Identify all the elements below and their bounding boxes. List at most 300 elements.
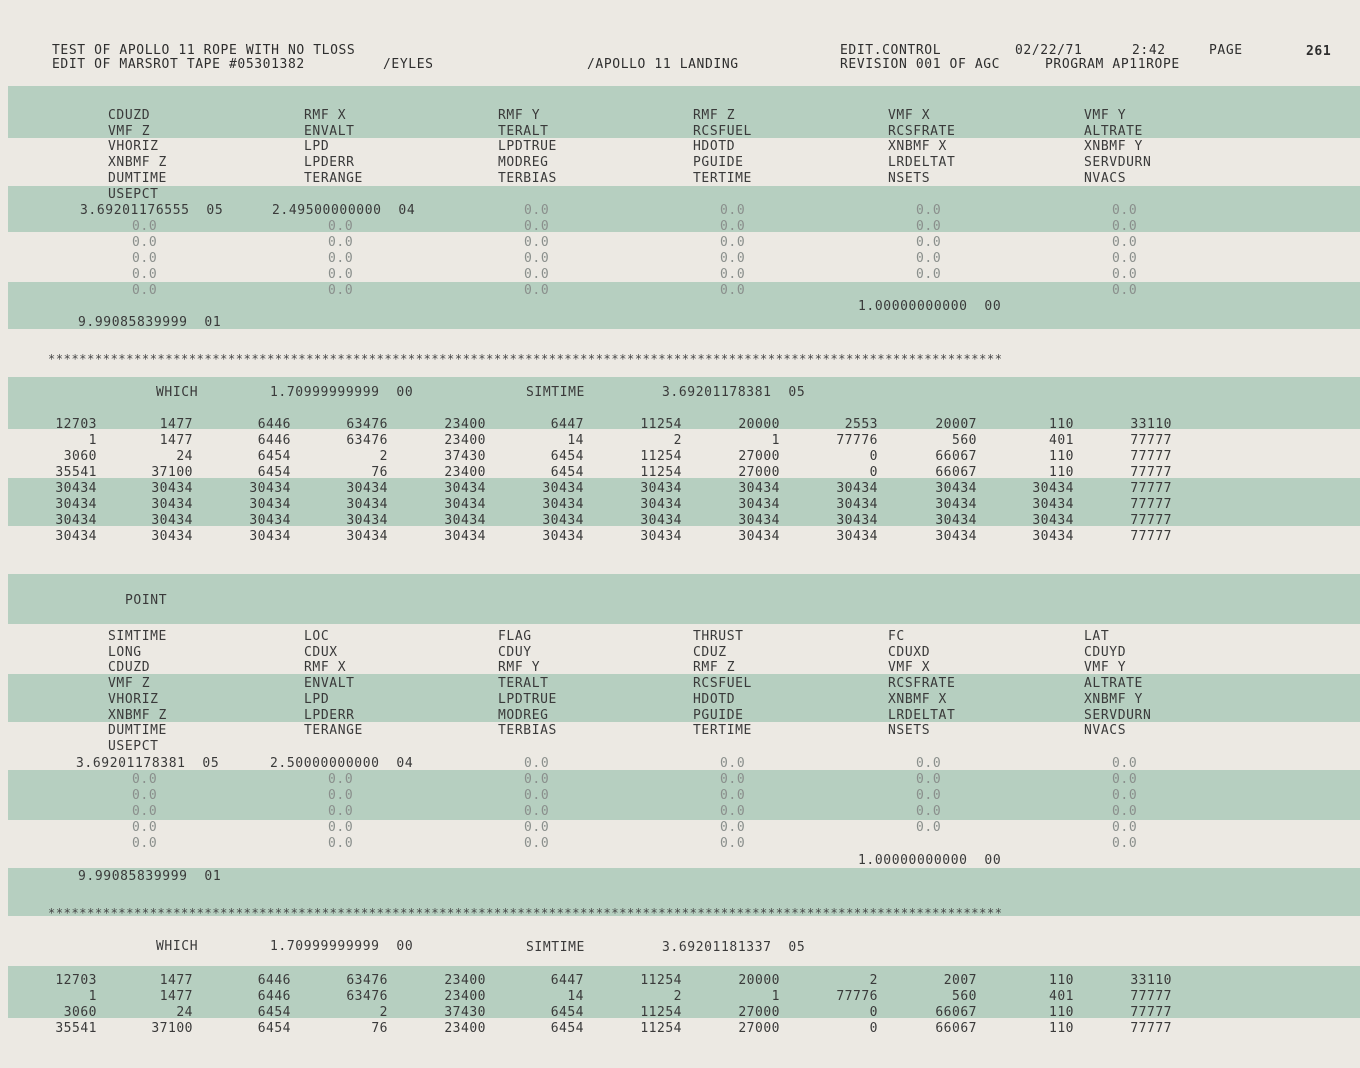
value-cell: 0.0 bbox=[524, 820, 550, 835]
variable-label: XNBMF X bbox=[888, 691, 947, 707]
value-cell: 0.0 bbox=[524, 267, 550, 282]
octal-cell: 66067 bbox=[935, 1021, 977, 1036]
variable-label: SERVDURN bbox=[1084, 155, 1152, 171]
value-cell: 0.0 bbox=[132, 804, 158, 819]
variable-label: NVACS bbox=[1084, 170, 1127, 186]
octal-cell: 33110 bbox=[1130, 417, 1172, 432]
octal-cell: 77776 bbox=[836, 433, 878, 448]
octal-cell: 35541 bbox=[55, 1021, 97, 1036]
simtime-value: 3.69201181337 05 bbox=[662, 940, 806, 955]
octal-cell: 560 bbox=[952, 433, 977, 448]
run-title: TEST OF APOLLO 11 ROPE WITH NO TLOSS bbox=[52, 43, 356, 58]
octal-cell: 77777 bbox=[1130, 529, 1172, 544]
value-cell: 0.0 bbox=[328, 772, 354, 787]
octal-cell: 11254 bbox=[640, 973, 682, 988]
octal-cell: 30434 bbox=[444, 513, 486, 528]
octal-cell: 0 bbox=[869, 465, 878, 480]
octal-cell: 37430 bbox=[444, 449, 486, 464]
octal-cell: 27000 bbox=[738, 1005, 780, 1020]
variable-label: CDUZ bbox=[693, 644, 727, 660]
value-cell: 0.0 bbox=[328, 804, 354, 819]
variable-label: MODREG bbox=[498, 707, 549, 723]
octal-cell: 11254 bbox=[640, 1005, 682, 1020]
value-cell: 0.0 bbox=[720, 283, 746, 298]
octal-cell: 30434 bbox=[151, 481, 193, 496]
value-cell: 0.0 bbox=[1112, 788, 1138, 803]
simtime-label: SIMTIME bbox=[526, 940, 585, 955]
value-cell: 0.0 bbox=[524, 804, 550, 819]
octal-cell: 30434 bbox=[55, 529, 97, 544]
octal-cell: 30434 bbox=[249, 481, 291, 496]
octal-cell: 63476 bbox=[346, 989, 388, 1004]
octal-cell: 77777 bbox=[1130, 1005, 1172, 1020]
value-cell: 0.0 bbox=[132, 235, 158, 250]
octal-cell: 6446 bbox=[257, 433, 291, 448]
octal-cell: 6447 bbox=[550, 417, 584, 432]
octal-cell: 30434 bbox=[836, 529, 878, 544]
octal-cell: 30434 bbox=[151, 513, 193, 528]
octal-cell: 20007 bbox=[935, 417, 977, 432]
value-cell: 0.0 bbox=[1112, 772, 1138, 787]
which-label: WHICH bbox=[156, 385, 199, 400]
value-cell: 0.0 bbox=[1112, 804, 1138, 819]
simtime-value: 3.69201178381 05 bbox=[662, 385, 806, 400]
variable-label: TERANGE bbox=[304, 170, 363, 186]
value-cell: 0.0 bbox=[720, 235, 746, 250]
value-cell: 0.0 bbox=[720, 219, 746, 234]
value-cell: 0.0 bbox=[132, 251, 158, 266]
octal-cell: 30434 bbox=[640, 481, 682, 496]
value-cell: 0.0 bbox=[328, 235, 354, 250]
octal-cell: 1 bbox=[771, 433, 780, 448]
variable-label: SERVDURN bbox=[1084, 707, 1152, 723]
variable-label: RMF Y bbox=[498, 108, 541, 123]
octal-cell: 6454 bbox=[550, 1021, 584, 1036]
value-cell: 0.0 bbox=[132, 836, 158, 851]
variable-label: TERBIAS bbox=[498, 723, 557, 739]
octal-cell: 30434 bbox=[444, 481, 486, 496]
variable-label: PGUIDE bbox=[693, 155, 744, 171]
value-cell: 0.0 bbox=[1112, 203, 1138, 218]
variable-label: CDUZD bbox=[108, 108, 151, 123]
value-cell: 0.0 bbox=[916, 772, 942, 787]
octal-cell: 14 bbox=[567, 989, 584, 1004]
value-cell: 0.0 bbox=[328, 820, 354, 835]
variable-label: TERALT bbox=[498, 676, 549, 692]
octal-cell: 77776 bbox=[836, 989, 878, 1004]
octal-cell: 0 bbox=[869, 1021, 878, 1036]
octal-cell: 77777 bbox=[1130, 497, 1172, 512]
octal-cell: 6454 bbox=[257, 1005, 291, 1020]
octal-cell: 2 bbox=[379, 1005, 388, 1020]
variable-label: XNBMF Z bbox=[108, 155, 167, 171]
variable-label: VMF Y bbox=[1084, 660, 1127, 676]
value-cell: 1.00000000000 00 bbox=[858, 853, 1002, 868]
octal-cell: 30434 bbox=[935, 481, 977, 496]
value-cell: 3.69201178381 05 bbox=[76, 756, 220, 771]
octal-cell: 30434 bbox=[738, 481, 780, 496]
value-cell: 0.0 bbox=[524, 283, 550, 298]
octal-cell: 23400 bbox=[444, 433, 486, 448]
value-cell: 0.0 bbox=[916, 219, 942, 234]
value-cell: 0.0 bbox=[132, 267, 158, 282]
value-cell: 0.0 bbox=[720, 267, 746, 282]
variable-label: VMF Y bbox=[1084, 108, 1127, 123]
octal-cell: 30434 bbox=[836, 481, 878, 496]
value-cell: 0.0 bbox=[916, 756, 942, 771]
program-title: /APOLLO 11 LANDING bbox=[587, 57, 739, 72]
which-label: WHICH bbox=[156, 939, 199, 954]
octal-cell: 30434 bbox=[738, 497, 780, 512]
octal-cell: 30434 bbox=[249, 529, 291, 544]
octal-cell: 30434 bbox=[1032, 481, 1074, 496]
octal-cell: 30434 bbox=[346, 529, 388, 544]
octal-cell: 30434 bbox=[444, 529, 486, 544]
variable-label: RMF Z bbox=[693, 660, 736, 676]
variable-label: XNBMF Z bbox=[108, 707, 167, 723]
print-time: 2:42 bbox=[1132, 43, 1166, 58]
value-cell: 0.0 bbox=[1112, 235, 1138, 250]
octal-cell: 77777 bbox=[1130, 513, 1172, 528]
octal-cell: 30434 bbox=[1032, 497, 1074, 512]
octal-cell: 63476 bbox=[346, 417, 388, 432]
octal-cell: 1477 bbox=[159, 989, 193, 1004]
variable-label: MODREG bbox=[498, 155, 549, 171]
octal-cell: 30434 bbox=[55, 513, 97, 528]
variable-label: RCSFRATE bbox=[888, 676, 956, 692]
octal-cell: 2007 bbox=[943, 973, 977, 988]
green-bar bbox=[8, 674, 1360, 722]
variable-label: HDOTD bbox=[693, 139, 736, 155]
variable-label: ENVALT bbox=[304, 676, 355, 692]
octal-cell: 23400 bbox=[444, 989, 486, 1004]
variable-label: USEPCT bbox=[108, 186, 159, 202]
variable-label: LRDELTAT bbox=[888, 707, 956, 723]
octal-cell: 20000 bbox=[738, 973, 780, 988]
variable-label: RCSFRATE bbox=[888, 123, 956, 139]
octal-cell: 30434 bbox=[738, 529, 780, 544]
variable-label: LAT bbox=[1084, 629, 1110, 644]
variable-label: VHORIZ bbox=[108, 139, 159, 155]
octal-cell: 6454 bbox=[550, 1005, 584, 1020]
value-cell: 0.0 bbox=[524, 836, 550, 851]
variable-label: RMF Z bbox=[693, 108, 736, 123]
value-cell: 0.0 bbox=[328, 283, 354, 298]
which-value: 1.70999999999 00 bbox=[270, 385, 414, 400]
variable-label: DUMTIME bbox=[108, 723, 167, 739]
octal-cell: 37430 bbox=[444, 1005, 486, 1020]
octal-cell: 30434 bbox=[444, 497, 486, 512]
octal-cell: 110 bbox=[1049, 465, 1074, 480]
octal-cell: 11254 bbox=[640, 1021, 682, 1036]
octal-cell: 35541 bbox=[55, 465, 97, 480]
tape-line: EDIT OF MARSROT TAPE #05301382 bbox=[52, 57, 305, 72]
octal-cell: 6454 bbox=[257, 465, 291, 480]
octal-cell: 76 bbox=[371, 1021, 388, 1036]
variable-label: FLAG bbox=[498, 629, 532, 644]
octal-cell: 30434 bbox=[640, 529, 682, 544]
octal-cell: 2 bbox=[869, 973, 878, 988]
value-cell: 0.0 bbox=[916, 267, 942, 282]
value-cell: 0.0 bbox=[916, 820, 942, 835]
octal-cell: 401 bbox=[1049, 433, 1074, 448]
value-cell: 0.0 bbox=[1112, 836, 1138, 851]
value-cell: 0.0 bbox=[720, 772, 746, 787]
value-cell: 0.0 bbox=[916, 804, 942, 819]
octal-cell: 66067 bbox=[935, 449, 977, 464]
variable-label: TERANGE bbox=[304, 723, 363, 739]
variable-label: RMF X bbox=[304, 108, 347, 123]
value-cell: 0.0 bbox=[916, 251, 942, 266]
variable-label: FC bbox=[888, 629, 905, 644]
value-cell: 0.0 bbox=[1112, 820, 1138, 835]
octal-cell: 30434 bbox=[55, 481, 97, 496]
program-name: PROGRAM AP11ROPE bbox=[1045, 57, 1180, 72]
edit-control: EDIT.CONTROL bbox=[840, 43, 942, 58]
octal-cell: 30434 bbox=[249, 497, 291, 512]
variable-label: SIMTIME bbox=[108, 629, 167, 644]
variable-label: NVACS bbox=[1084, 723, 1127, 739]
variable-label: TERTIME bbox=[693, 170, 752, 186]
octal-cell: 30434 bbox=[542, 497, 584, 512]
octal-cell: 63476 bbox=[346, 433, 388, 448]
variable-label: VMF X bbox=[888, 660, 931, 676]
value-cell: 0.0 bbox=[916, 235, 942, 250]
octal-cell: 11254 bbox=[640, 465, 682, 480]
variable-label: TERALT bbox=[498, 123, 549, 139]
octal-cell: 63476 bbox=[346, 973, 388, 988]
octal-cell: 37100 bbox=[151, 465, 193, 480]
divider-stars: ************************************************************************************************************************** bbox=[48, 352, 1003, 366]
variable-label: LPD bbox=[304, 139, 330, 155]
octal-cell: 110 bbox=[1049, 973, 1074, 988]
octal-cell: 560 bbox=[952, 989, 977, 1004]
value-cell: 0.0 bbox=[328, 788, 354, 803]
value-cell: 0.0 bbox=[1112, 283, 1138, 298]
value-cell: 0.0 bbox=[524, 219, 550, 234]
divider-stars: ************************************************************************************************************************** bbox=[48, 906, 1003, 920]
octal-cell: 24 bbox=[176, 449, 193, 464]
final-value: 9.99085839999 01 bbox=[78, 315, 222, 330]
value-cell: 0.0 bbox=[916, 788, 942, 803]
variable-label: TERBIAS bbox=[498, 170, 557, 186]
octal-cell: 30434 bbox=[151, 497, 193, 512]
octal-cell: 1477 bbox=[159, 433, 193, 448]
page-label: PAGE bbox=[1209, 43, 1243, 58]
octal-cell: 2 bbox=[673, 989, 682, 1004]
octal-cell: 30434 bbox=[836, 513, 878, 528]
value-cell: 0.0 bbox=[524, 203, 550, 218]
octal-cell: 2 bbox=[673, 433, 682, 448]
octal-cell: 1 bbox=[88, 989, 97, 1004]
value-cell: 0.0 bbox=[720, 788, 746, 803]
value-cell: 0.0 bbox=[328, 219, 354, 234]
variable-label: CDUXD bbox=[888, 644, 931, 660]
print-date: 02/22/71 bbox=[1015, 43, 1083, 58]
variable-label: HDOTD bbox=[693, 691, 736, 707]
octal-cell: 76 bbox=[371, 465, 388, 480]
value-cell: 0.0 bbox=[328, 267, 354, 282]
octal-cell: 23400 bbox=[444, 417, 486, 432]
octal-cell: 23400 bbox=[444, 973, 486, 988]
variable-label: CDUY bbox=[498, 644, 532, 660]
variable-label: TERTIME bbox=[693, 723, 752, 739]
value-cell: 0.0 bbox=[1112, 219, 1138, 234]
variable-label: VHORIZ bbox=[108, 691, 159, 707]
variable-label: NSETS bbox=[888, 723, 931, 739]
octal-cell: 3060 bbox=[63, 1005, 97, 1020]
octal-cell: 3060 bbox=[63, 449, 97, 464]
variable-label: RMF Y bbox=[498, 660, 541, 676]
octal-cell: 110 bbox=[1049, 449, 1074, 464]
octal-cell: 24 bbox=[176, 1005, 193, 1020]
octal-cell: 27000 bbox=[738, 449, 780, 464]
value-cell: 2.50000000000 04 bbox=[270, 756, 414, 771]
which-value: 1.70999999999 00 bbox=[270, 939, 414, 954]
octal-cell: 30434 bbox=[55, 497, 97, 512]
value-cell: 0.0 bbox=[524, 772, 550, 787]
octal-cell: 20000 bbox=[738, 417, 780, 432]
octal-cell: 1477 bbox=[159, 417, 193, 432]
variable-label: LOC bbox=[304, 629, 330, 644]
green-bar bbox=[8, 86, 1360, 138]
value-cell: 0.0 bbox=[132, 820, 158, 835]
variable-label: THRUST bbox=[693, 629, 744, 644]
octal-cell: 30434 bbox=[346, 497, 388, 512]
final-value: 9.99085839999 01 bbox=[78, 869, 222, 884]
value-cell: 0.0 bbox=[720, 804, 746, 819]
variable-label: LPDTRUE bbox=[498, 139, 557, 155]
variable-label: RCSFUEL bbox=[693, 123, 752, 139]
octal-cell: 14 bbox=[567, 433, 584, 448]
octal-cell: 2 bbox=[379, 449, 388, 464]
variable-label: LPDERR bbox=[304, 155, 355, 171]
octal-cell: 110 bbox=[1049, 1021, 1074, 1036]
octal-cell: 12703 bbox=[55, 417, 97, 432]
value-cell: 0.0 bbox=[720, 836, 746, 851]
user-name: /EYLES bbox=[383, 57, 434, 72]
value-cell: 2.49500000000 04 bbox=[272, 203, 416, 218]
octal-cell: 6454 bbox=[257, 1021, 291, 1036]
octal-cell: 27000 bbox=[738, 465, 780, 480]
revision-line: REVISION 001 OF AGC bbox=[840, 57, 1001, 72]
octal-cell: 77777 bbox=[1130, 433, 1172, 448]
octal-cell: 33110 bbox=[1130, 973, 1172, 988]
octal-cell: 66067 bbox=[935, 465, 977, 480]
variable-label: RCSFUEL bbox=[693, 676, 752, 692]
octal-cell: 30434 bbox=[935, 513, 977, 528]
octal-cell: 1477 bbox=[159, 973, 193, 988]
octal-cell: 401 bbox=[1049, 989, 1074, 1004]
octal-cell: 110 bbox=[1049, 1005, 1074, 1020]
variable-label: PGUIDE bbox=[693, 707, 744, 723]
variable-label: CDUX bbox=[304, 644, 338, 660]
octal-cell: 30434 bbox=[640, 497, 682, 512]
point-label: POINT bbox=[125, 593, 168, 608]
octal-cell: 6454 bbox=[257, 449, 291, 464]
octal-cell: 30434 bbox=[738, 513, 780, 528]
value-cell: 0.0 bbox=[720, 203, 746, 218]
octal-cell: 12703 bbox=[55, 973, 97, 988]
variable-label: XNBMF Y bbox=[1084, 139, 1143, 155]
octal-cell: 30434 bbox=[1032, 513, 1074, 528]
octal-cell: 6446 bbox=[257, 417, 291, 432]
variable-label: ALTRATE bbox=[1084, 676, 1143, 692]
variable-label: USEPCT bbox=[108, 738, 159, 754]
octal-cell: 6446 bbox=[257, 989, 291, 1004]
octal-cell: 30434 bbox=[151, 529, 193, 544]
octal-cell: 30434 bbox=[1032, 529, 1074, 544]
value-cell: 0.0 bbox=[720, 251, 746, 266]
octal-cell: 6447 bbox=[550, 973, 584, 988]
value-cell: 3.69201176555 05 bbox=[80, 203, 224, 218]
green-bar bbox=[8, 574, 1360, 624]
octal-cell: 30434 bbox=[346, 513, 388, 528]
octal-cell: 1 bbox=[88, 433, 97, 448]
octal-cell: 77777 bbox=[1130, 989, 1172, 1004]
octal-cell: 77777 bbox=[1130, 449, 1172, 464]
octal-cell: 110 bbox=[1049, 417, 1074, 432]
octal-cell: 6454 bbox=[550, 465, 584, 480]
octal-cell: 77777 bbox=[1130, 1021, 1172, 1036]
variable-label: VMF Z bbox=[108, 676, 151, 692]
octal-cell: 30434 bbox=[249, 513, 291, 528]
value-cell: 0.0 bbox=[524, 756, 550, 771]
octal-cell: 2553 bbox=[844, 417, 878, 432]
octal-cell: 30434 bbox=[542, 481, 584, 496]
variable-label: LPD bbox=[304, 691, 330, 707]
value-cell: 0.0 bbox=[132, 788, 158, 803]
value-cell: 0.0 bbox=[1112, 251, 1138, 266]
variable-label: NSETS bbox=[888, 170, 931, 186]
value-cell: 0.0 bbox=[328, 251, 354, 266]
value-cell: 1.00000000000 00 bbox=[858, 299, 1002, 314]
variable-label: CDUYD bbox=[1084, 644, 1127, 660]
value-cell: 0.0 bbox=[1112, 756, 1138, 771]
octal-cell: 30434 bbox=[935, 497, 977, 512]
octal-cell: 6446 bbox=[257, 973, 291, 988]
value-cell: 0.0 bbox=[524, 788, 550, 803]
variable-label: LPDTRUE bbox=[498, 691, 557, 707]
value-cell: 0.0 bbox=[132, 772, 158, 787]
simtime-label: SIMTIME bbox=[526, 385, 585, 400]
variable-label: VMF X bbox=[888, 108, 931, 123]
page-number: 261 bbox=[1306, 44, 1332, 59]
octal-cell: 6454 bbox=[550, 449, 584, 464]
octal-cell: 37100 bbox=[151, 1021, 193, 1036]
variable-label: ALTRATE bbox=[1084, 123, 1143, 139]
octal-cell: 1 bbox=[771, 989, 780, 1004]
variable-label: ENVALT bbox=[304, 123, 355, 139]
octal-cell: 11254 bbox=[640, 417, 682, 432]
octal-cell: 30434 bbox=[346, 481, 388, 496]
octal-cell: 30434 bbox=[542, 529, 584, 544]
variable-label: CDUZD bbox=[108, 660, 151, 676]
variable-label: XNBMF Y bbox=[1084, 691, 1143, 707]
octal-cell: 30434 bbox=[836, 497, 878, 512]
octal-cell: 77777 bbox=[1130, 465, 1172, 480]
green-bar bbox=[8, 770, 1360, 820]
variable-label: VMF Z bbox=[108, 123, 151, 139]
octal-cell: 30434 bbox=[640, 513, 682, 528]
octal-cell: 27000 bbox=[738, 1021, 780, 1036]
octal-cell: 30434 bbox=[935, 529, 977, 544]
octal-cell: 0 bbox=[869, 449, 878, 464]
value-cell: 0.0 bbox=[720, 820, 746, 835]
value-cell: 0.0 bbox=[524, 235, 550, 250]
value-cell: 0.0 bbox=[132, 283, 158, 298]
variable-label: XNBMF X bbox=[888, 139, 947, 155]
